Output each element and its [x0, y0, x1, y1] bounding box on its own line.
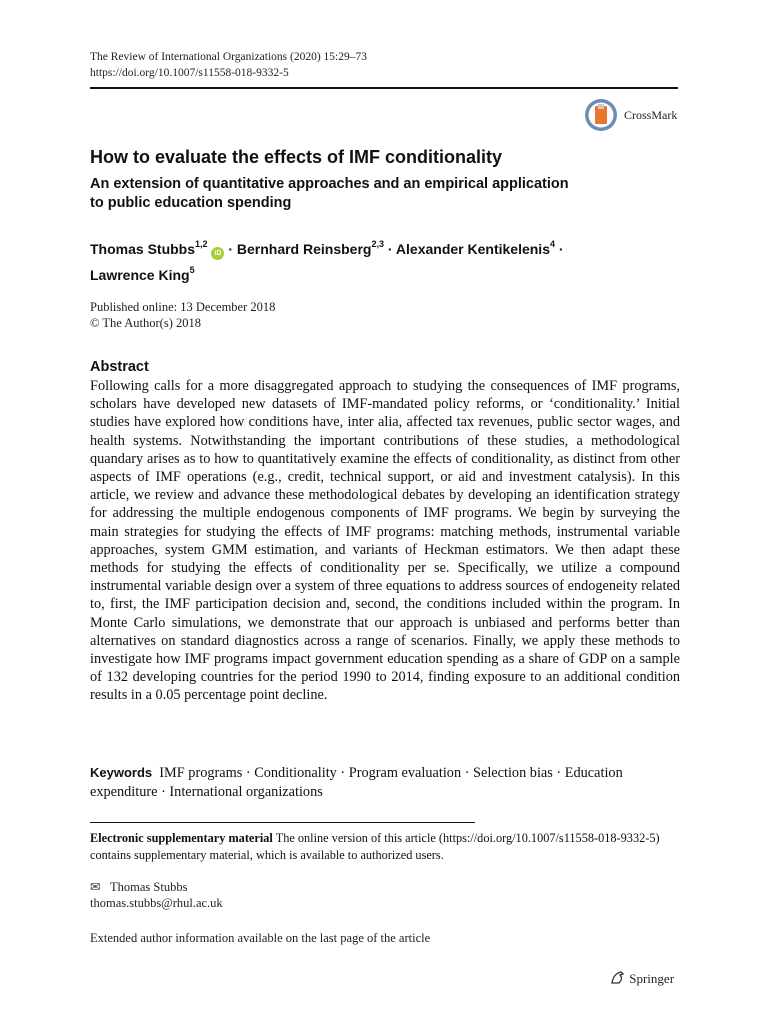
publisher-logo — [610, 971, 674, 987]
corresponding-name: Thomas Stubbs — [110, 880, 188, 894]
published-date: Published online: 13 December 2018 — [90, 300, 276, 314]
journal-citation: The Review of International Organizations (2020) 15:29–73 — [90, 51, 367, 63]
crossmark-icon — [584, 98, 620, 132]
keyword-separator: · — [245, 765, 251, 781]
journal-header — [90, 49, 367, 81]
author-affiliation: 1,2 — [195, 239, 208, 249]
header-rule — [90, 87, 678, 89]
esm-text-before: The online version of this article ( — [275, 831, 444, 845]
envelope-icon: ✉ — [90, 880, 101, 894]
footnote-rule — [90, 822, 475, 823]
publication-info — [90, 299, 275, 331]
author-affiliation: 4 — [549, 239, 555, 249]
crossmark-badge[interactable] — [584, 98, 680, 132]
author-separator: · — [558, 241, 564, 257]
keyword[interactable]: Conditionality — [254, 765, 337, 781]
author-separator: · — [228, 241, 233, 257]
article-title: How to evaluate the effects of IMF conditionality — [90, 147, 503, 167]
keyword-separator: · — [556, 765, 562, 781]
keyword[interactable]: International organizations — [169, 783, 323, 800]
author-name[interactable]: Bernhard Reinsberg — [236, 241, 372, 257]
author-name[interactable]: Thomas Stubbs — [90, 241, 196, 257]
keyword-separator: · — [161, 783, 166, 800]
keywords-heading: Keywords — [90, 765, 153, 780]
author-separator: · — [387, 241, 393, 257]
article-subtitle: An extension of quantitative approaches and an empirical application to public education spending — [90, 176, 569, 211]
author-name[interactable]: Alexander Kentikelenis — [395, 241, 550, 257]
corresponding-email[interactable]: thomas.stubbs@rhul.ac.uk — [90, 896, 223, 910]
abstract-heading: Abstract — [90, 359, 149, 375]
doi-link[interactable]: https://doi.org/10.1007/s11558-018-9332-5 — [90, 67, 289, 79]
author-affiliation: 2,3 — [371, 239, 384, 249]
keyword[interactable]: Selection bias — [473, 765, 553, 781]
supplementary-note — [90, 830, 680, 863]
keyword[interactable]: Program evaluation — [348, 765, 462, 781]
esm-text-after: ) contains supplementary material, which is available to authorized users. — [90, 831, 660, 862]
author-list — [90, 234, 690, 286]
keyword-separator: · — [340, 765, 346, 781]
keyword[interactable]: Education expenditure — [90, 765, 623, 800]
orcid-icon[interactable]: iD — [211, 247, 224, 260]
keyword[interactable]: IMF programs — [159, 765, 243, 781]
corresponding-author — [90, 879, 223, 911]
springer-horse-icon — [610, 971, 626, 985]
esm-heading: Electronic supplementary material — [90, 831, 273, 845]
extended-info-note: Extended author information available on the last page of the article — [90, 931, 431, 945]
crossmark-label: CrossMark — [624, 108, 678, 122]
keywords-section — [90, 764, 680, 801]
keyword-separator: · — [464, 765, 470, 781]
author-name[interactable]: Lawrence King — [90, 267, 190, 283]
publisher-name: Springer — [629, 971, 675, 986]
author-affiliation: 5 — [189, 265, 195, 275]
abstract-text: Following calls for a more disaggregated approach to studying the consequences of IMF programs, scholars have developed new datasets of IMF-mandated policy reforms, or ‘conditionality.’ Initial studies have explored how conditions have, inter alia, affected tax revenues, public sector wages, and health systems. Notwithstanding the important contributions of these studies, a methodological quandary arises as to how to quantitatively examine the effects of conditionality, as distinct from other aspects of IMF operations (e.g., credit, technical support, or aid and investment catalysis). In this article, we review and advance these methodological debates by developing an identification strategy for addressing the multiple endogenous components of IMF programs. We begin by surveying the main strategies for studying the effects of IMF programs: matching methods, instrumental variable approaches, system GMM estimation, and variants of Heckman estimators. We then adapt these methods for studying the effects of conditionality per se. Specifically, we utilize a compound instrumental variable design over a system of three equations to address sources of endogeneity related to, first, the IMF participation decision and, second, the conditions included within the program. In Monte Carlo simulations, we demonstrate that our approach is unbiased and performs better than alternatives on standard diagnostics across a range of scenarios. Finally, we apply these methods to investigate how IMF programs impact government education spending as a share of GDP on a sample of 132 developing countries for the period 1990 to 2014, finding exposure to an additional condition results in a 0.05 percentage point decline. — [90, 378, 680, 704]
copyright-notice: © The Author(s) 2018 — [90, 316, 201, 330]
esm-link[interactable]: https://doi.org/10.1007/s11558-018-9332-5 — [443, 831, 656, 845]
